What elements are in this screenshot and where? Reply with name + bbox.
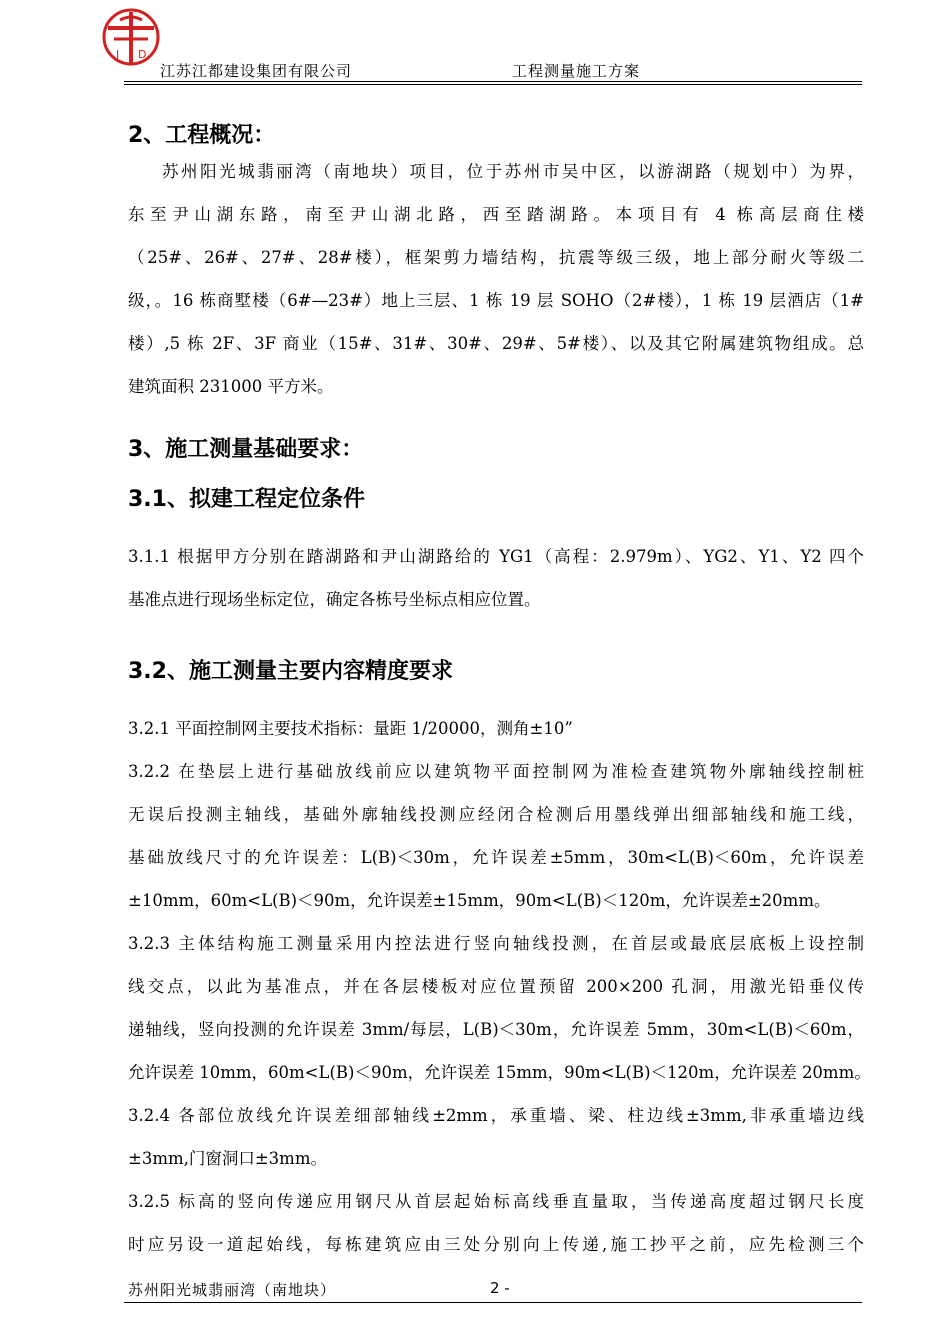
header-rule-thin xyxy=(124,84,862,85)
footer-rule xyxy=(124,1302,862,1303)
body-line: （25#、26#、27#、28#楼），框架剪力墙结构，抗震等级三级，地上部分耐火等级二 xyxy=(128,248,864,267)
body-line: 建筑面积 231000 平方米。 xyxy=(128,377,334,396)
body-line: ±3mm,门窗洞口±3mm。 xyxy=(128,1149,327,1168)
section-3-1-body xyxy=(128,535,864,621)
footer-project: 苏州阳光城翡丽湾（南地块） xyxy=(128,1281,337,1299)
body-line: 3.1.1 根据甲方分别在踏湖路和尹山湖路给的 YG1（高程：2.979m）、YG2、Y1、Y2 四个 xyxy=(128,547,864,566)
section-2-body xyxy=(128,150,864,408)
header-rule xyxy=(124,81,862,82)
body-line: 3.2.5 标高的竖向传递应用钢尺从首层起始标高线垂直量取，当传递高度超过钢尺长度 xyxy=(128,1192,864,1211)
section-3-1-heading: 3.1、拟建工程定位条件 xyxy=(128,487,365,512)
body-line: ±10mm，60m<L(B)＜90m，允许误差±15mm，90m<L(B)＜120m，允许误差±20mm。 xyxy=(128,891,831,910)
section-3-2-body xyxy=(128,707,871,1266)
section-3-heading: 3、施工测量基础要求： xyxy=(128,437,364,462)
body-line: 3.2.1 平面控制网主要技术指标：量距 1/20000，测角±10” xyxy=(128,719,573,738)
body-line: 基准点进行现场坐标定位，确定各栋号坐标点相应位置。 xyxy=(128,590,541,609)
body-line: 递轴线，竖向投测的允许误差 3mm/每层，L(B)＜30m，允许误差 5mm，30m<L(B)＜60m， xyxy=(128,1020,864,1039)
body-line: 3.2.4 各部位放线允许误差细部轴线±2mm，承重墙、梁、柱边线±3mm,非承重墙边线 xyxy=(128,1106,864,1125)
body-line: 苏州阳光城翡丽湾（南地块）项目，位于苏州市吴中区，以游湖路（规划中）为界， xyxy=(162,162,864,181)
body-line: 3.2.2 在垫层上进行基础放线前应以建筑物平面控制网为准检查建筑物外廓轴线控制桩 xyxy=(128,762,864,781)
body-line: 基础放线尺寸的允许误差：L(B)＜30m，允许误差±5mm，30m<L(B)＜60m，允许误差 xyxy=(128,848,864,867)
body-line: 无误后投测主轴线，基础外廓轴线投测应经闭合检测后用墨线弹出细部轴线和施工线， xyxy=(128,805,864,824)
body-line: 3.2.3 主体结构施工测量采用内控法进行竖向轴线投测，在首层或最底层底板上设控制 xyxy=(128,934,864,953)
body-line: 楼）,5 栋 2F、3F 商业（15#、31#、30#、29#、5#楼）、以及其它附属建筑物组成。总 xyxy=(128,334,864,353)
section-2-heading: 2、工程概况： xyxy=(128,123,276,148)
section-3-2-heading: 3.2、施工测量主要内容精度要求 xyxy=(128,659,453,684)
svg-text:D: D xyxy=(138,48,147,61)
company-logo xyxy=(100,6,162,68)
body-line: 允许误差 10mm，60m<L(B)＜90m，允许误差 15mm，90m<L(B)＜120m，允许误差 20mm。 xyxy=(128,1063,871,1082)
body-line: 时应另设一道起始线，每栋建筑应由三处分别向上传递,施工抄平之前，应先检测三个 xyxy=(128,1235,864,1254)
header-doc-title: 工程测量施工方案 xyxy=(512,62,641,80)
page-number: 2 - xyxy=(490,1279,510,1297)
svg-text:J: J xyxy=(116,48,120,61)
body-line: 级，。16 栋商墅楼（6#—23#）地上三层、1 栋 19 层 SOHO（2#楼），1 栋 19 层酒店（1# xyxy=(128,291,864,310)
body-line: 东至尹山湖东路，南至尹山湖北路，西至踏湖路。本项目有 4 栋高层商住楼 xyxy=(128,205,864,224)
body-line: 线交点，以此为基准点，并在各层楼板对应位置预留 200×200 孔洞，用激光铅垂仪传 xyxy=(128,977,864,996)
header-company: 江苏江都建设集团有限公司 xyxy=(160,62,353,80)
